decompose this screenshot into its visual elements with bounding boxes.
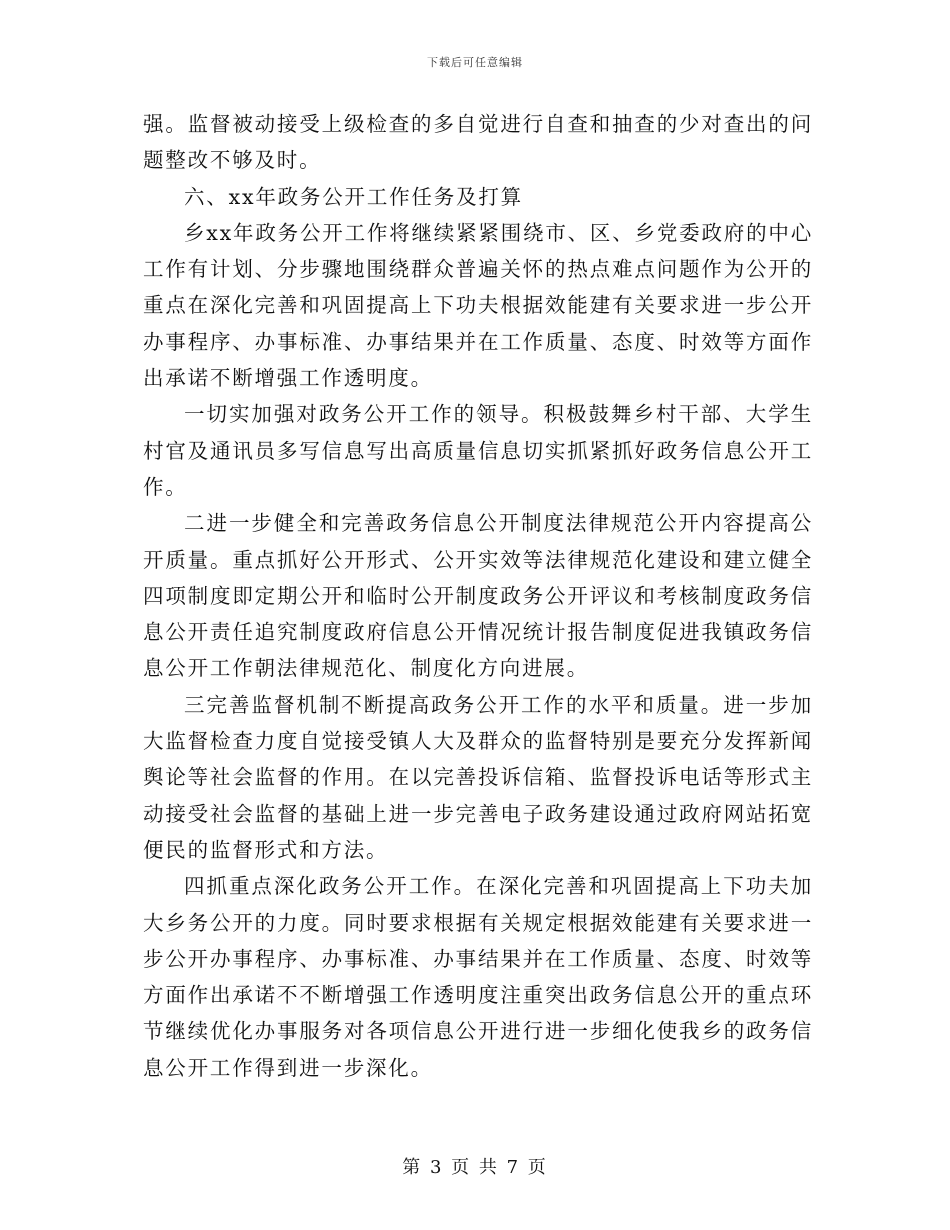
paragraph: 二进一步健全和完善政务信息公开制度法律规范公开内容提高公开质量。重点抓好公开形式、公开实效等法律规范化建设和建立健全四项制度即定期公开和临时公开制度政务公开评议和考核制度政务信息公开责任追究制度政府信息公开情况统计报告制度促进我镇政务信息公开工作朝法律规范化、制度化方向进展。 [143, 511, 813, 681]
document-body [143, 106, 813, 1086]
paragraph: 四抓重点深化政务公开工作。在深化完善和巩固提高上下功夫加大乡务公开的力度。同时要求根据有关规定根据效能建有关要求进一步公开办事程序、办事标准、办事结果并在工作质量、态度、时效等方面作出承诺不不断增强工作透明度注重突出政务信息公开的重点环节继续优化办事服务对各项信息公开进行进一步细化使我乡的政务信息公开工作得到进一步深化。 [143, 874, 813, 1080]
section-heading: 六、xx年政务公开工作任务及打算 [184, 184, 523, 209]
paragraph: 乡xx年政务公开工作将继续紧紧围绕市、区、乡党委政府的中心工作有计划、分步骤地围绕群众普遍关怀的热点难点问题作为公开的重点在深化完善和巩固提高上下功夫根据效能建有关要求进一步公开办事程序、办事标准、办事结果并在工作质量、态度、时效等方面作出承诺不断增强工作透明度。 [143, 220, 813, 391]
paragraph: 强。监督被动接受上级检查的多自觉进行自查和抽查的少对查出的问题整改不够及时。 [143, 112, 813, 173]
page-number-footer: 第 3 页 共 7 页 [402, 1157, 548, 1178]
paragraph: 三完善监督机制不断提高政务公开工作的水平和质量。进一步加大监督检查力度自觉接受镇人大及群众的监督特别是要充分发挥新闻舆论等社会监督的作用。在以完善投诉信箱、监督投诉电话等形式主动接受社会监督的基础上进一步完善电子政务建设通过政府网站拓宽便民的监督形式和方法。 [143, 692, 813, 862]
paragraph: 一切实加强对政务公开工作的领导。积极鼓舞乡村干部、大学生村官及通讯员多写信息写出高质量信息切实抓紧抓好政务信息公开工作。 [143, 402, 813, 499]
page-header: 下载后可任意编辑 [427, 56, 523, 69]
